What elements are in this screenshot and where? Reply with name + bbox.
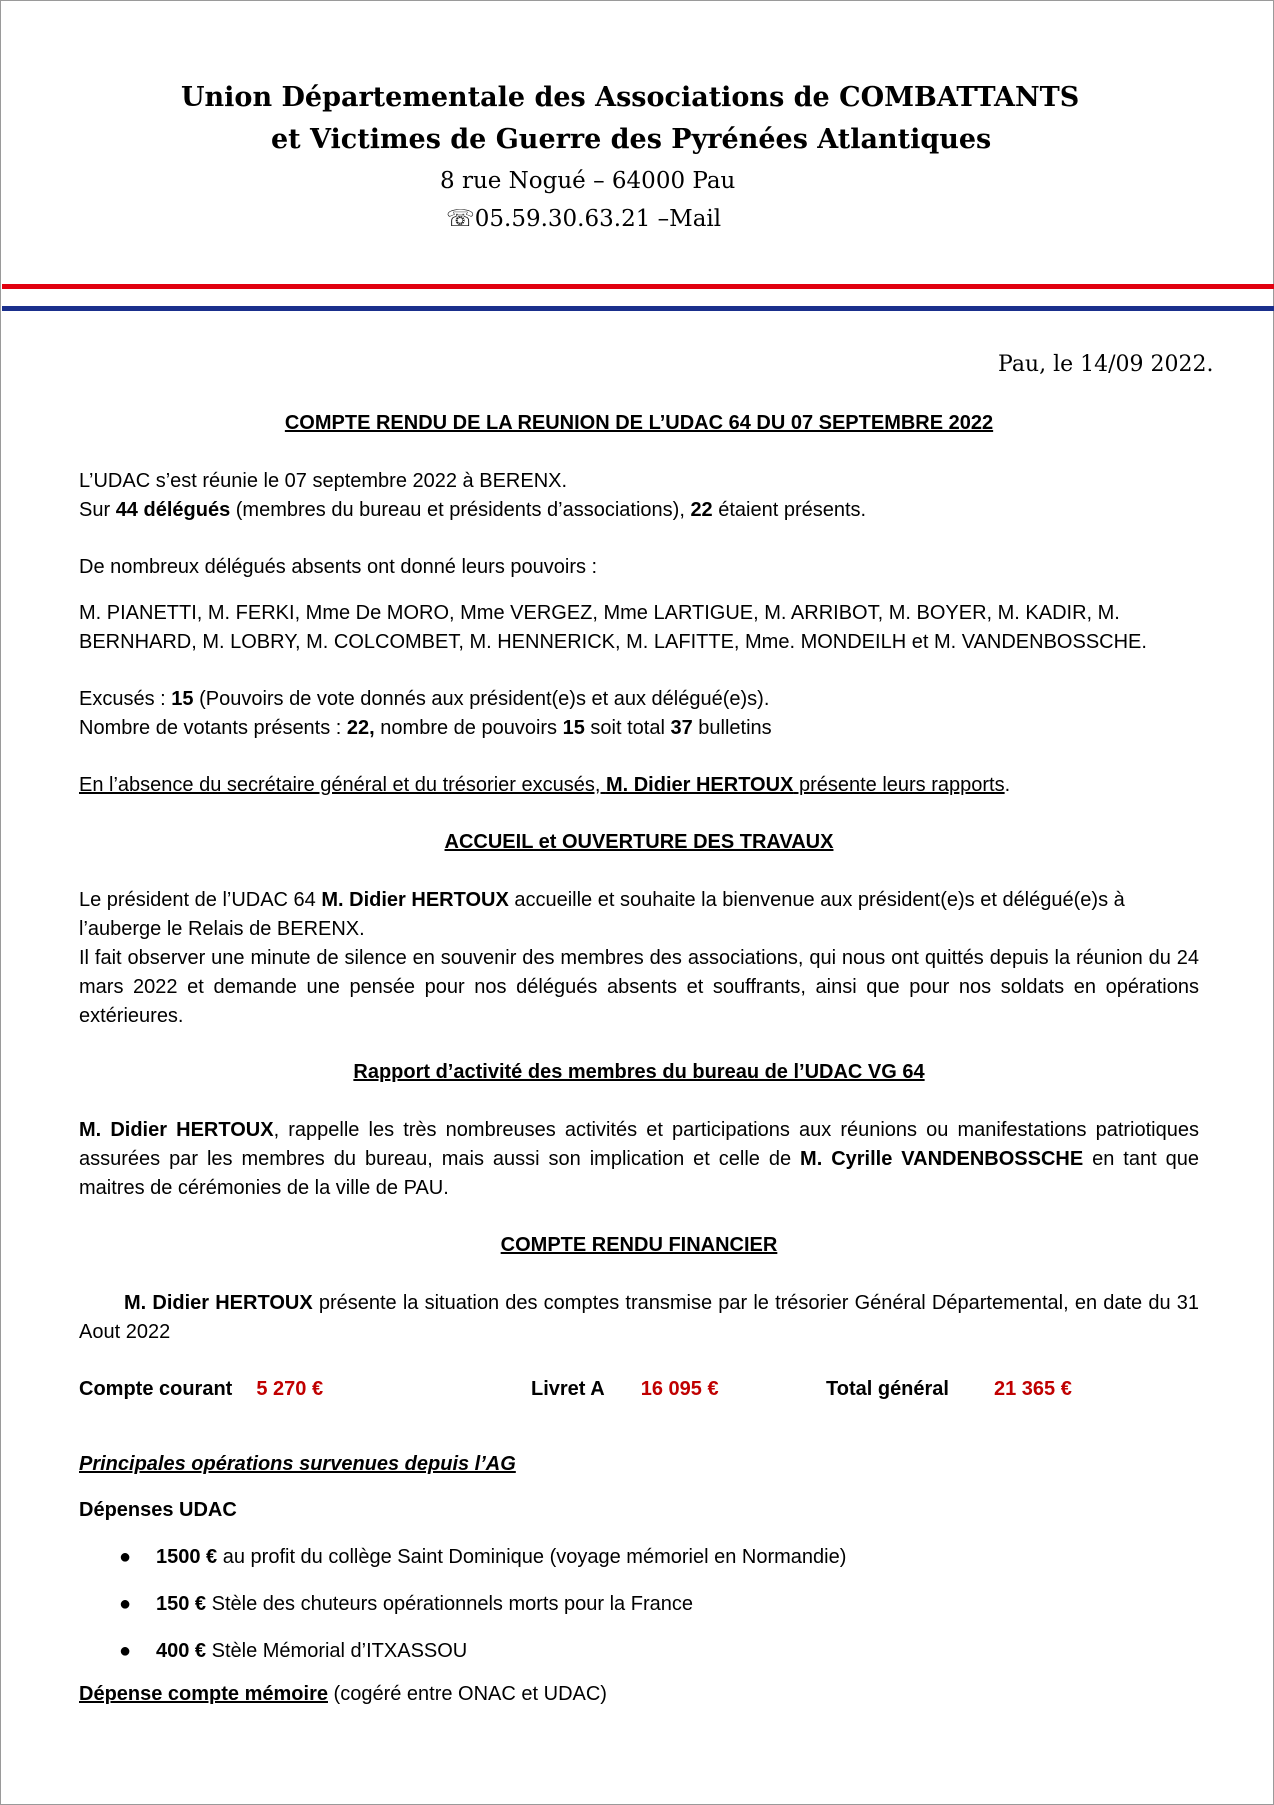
total-row (826, 1375, 1072, 1404)
expense-item-2: 150 € Stèle des chuteurs opérationnels morts pour la France (156, 1593, 693, 1615)
document-date: Pau, le 14/09 2022. (998, 352, 1214, 377)
proxies-intro: De nombreux délégués absents ont donné leurs pouvoirs : (79, 556, 598, 578)
voters-line: Nombre de votants présents : 22, nombre de pouvoirs 15 soit total 37 bulletins (79, 717, 772, 739)
accueil-line-2: l’auberge le Relais de BERENX. (79, 918, 365, 940)
financier-paragraph: M. Didier HERTOUX présente la situation des comptes transmise par le trésorier Général Départemental, en date du 31 Aout 2022 (79, 1292, 1200, 1343)
section-title-financier: COMPTE RENDU FINANCIER (500, 1234, 778, 1256)
livret-a-label: Livret A (531, 1378, 605, 1400)
accueil-line-1: Le président de l’UDAC 64 M. Didier HERTOUX accueille et souhaite la bienvenue aux président(e)s et délégué(e)s à (79, 889, 1125, 911)
bullet-icon: ● (119, 1593, 132, 1615)
section-title-rapport: Rapport d’activité des membres du bureau de l’UDAC VG 64 (353, 1061, 925, 1083)
flag-stripe-blue (2, 306, 1274, 311)
org-name-line-1: Union Départementale des Associations de COMBATTANTS (181, 82, 1080, 113)
intro-line-1: L’UDAC s’est réunie le 07 septembre 2022 à BERENX. (79, 470, 568, 492)
livret-a-row (531, 1375, 719, 1404)
rapport-paragraph: M. Didier HERTOUX, rappelle les très nombreuses activités et participations aux réunions ou manifestations patriotiques assurées par les membres du bureau, mais aussi son implication et celle de M. Cyrille VANDENBOSSCHE en tant que maitres de cérémonies de la ville de PAU. (79, 1119, 1199, 1199)
current-account-value: 5 270 € (256, 1378, 324, 1400)
expense-item-1: 1500 € au profit du collège Saint Dominique (voyage mémoriel en Normandie) (156, 1546, 847, 1568)
memory-account-line: Dépense compte mémoire (cogéré entre ONAC et UDAC) (79, 1683, 607, 1705)
bullet-icon: ● (119, 1640, 132, 1662)
main-title: COMPTE RENDU DE LA REUNION DE L’UDAC 64 DU 07 SEPTEMBRE 2022 (284, 412, 994, 434)
excused-line: Excusés : 15 (Pouvoirs de vote donnés aux président(e)s et aux délégué(e)s). (79, 688, 770, 710)
org-address: 8 rue Nogué – 64000 Pau (440, 168, 736, 194)
flag-stripe-red (2, 284, 1274, 289)
expense-item-3: 400 € Stèle Mémorial d’ITXASSOU (156, 1640, 468, 1662)
proxies-names-2: BERNHARD, M. LOBRY, M. COLCOMBET, M. HENNERICK, M. LAFITTE, Mme. MONDEILH et M. VANDENBOSSCHE. (79, 631, 1147, 653)
absence-line: En l’absence du secrétaire général et du trésorier excusés, M. Didier HERTOUX présente leurs rapports. (79, 774, 1011, 796)
expenses-title: Dépenses UDAC (79, 1499, 237, 1521)
proxies-names-1: M. PIANETTI, M. FERKI, Mme De MORO, Mme VERGEZ, Mme LARTIGUE, M. ARRIBOT, M. BOYER, M. KADIR, M. (79, 602, 1120, 624)
bullet-icon: ● (119, 1546, 132, 1568)
section-title-accueil: ACCUEIL et OUVERTURE DES TRAVAUX (444, 831, 834, 853)
current-account-row (79, 1375, 323, 1404)
current-account-label: Compte courant (79, 1378, 233, 1400)
livret-a-value: 16 095 € (640, 1378, 719, 1400)
operations-title: Principales opérations survenues depuis l’AG (79, 1453, 516, 1475)
org-contact: ☏05.59.30.63.21 –Mail (446, 206, 722, 232)
accueil-paragraph-2: Il fait observer une minute de silence en souvenir des membres des associations, qui nous ont quittés depuis la réunion du 24 mars 2022 et demande une pensée pour nos délégués absents et souffrants, ainsi que pour nos soldats en opérations extérieures. (79, 947, 1199, 1027)
intro-line-2: Sur 44 délégués (membres du bureau et présidents d’associations), 22 étaient présents. (79, 499, 867, 521)
org-name-line-2: et Victimes de Guerre des Pyrénées Atlantiques (271, 124, 992, 155)
total-label: Total général (826, 1378, 949, 1400)
total-value: 21 365 € (994, 1378, 1072, 1400)
